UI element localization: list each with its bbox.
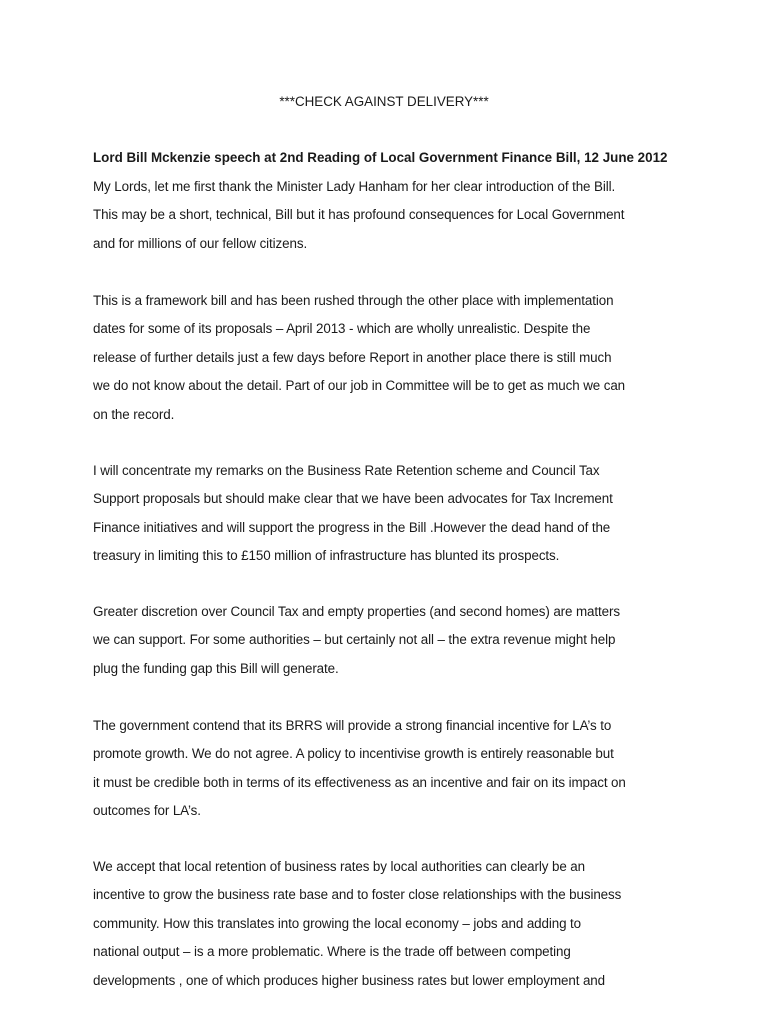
- paragraph-line: This may be a short, technical, Bill but it has profound consequences for Local Government: [93, 207, 625, 223]
- paragraph-line: dates for some of its proposals – April 2013 - which are wholly unrealistic. Despite the: [93, 321, 591, 337]
- speech-heading: Lord Bill Mckenzie speech at 2nd Reading of Local Government Finance Bill, 12 June 2012: [93, 150, 668, 165]
- paragraph-line: promote growth. We do not agree. A policy to incentivise growth is entirely reasonable but: [93, 746, 614, 762]
- paragraph-line: we do not know about the detail. Part of our job in Committee will be to get as much we can: [93, 378, 626, 394]
- paragraph-line: on the record.: [93, 406, 175, 422]
- paragraph-4: [93, 598, 693, 683]
- paragraph-line: I will concentrate my remarks on the Business Rate Retention scheme and Council Tax: [93, 463, 600, 478]
- paragraph-3: [93, 457, 693, 571]
- paragraph-1: [93, 173, 693, 258]
- paragraph-line: incentive to grow the business rate base and to foster close relationships with the business: [93, 887, 622, 903]
- paragraph-line: Support proposals but should make clear that we have been advocates for Tax Increment: [93, 491, 613, 507]
- paragraph-2: [93, 287, 693, 429]
- paragraph-line: My Lords, let me first thank the Minister Lady Hanham for her clear introduction of the Bill.: [93, 179, 616, 194]
- paragraph-line: national output – is a more problematic. Where is the trade off between competing: [93, 944, 571, 960]
- paragraph-5: [93, 712, 693, 826]
- paragraph-line: Greater discretion over Council Tax and empty properties (and second homes) are matters: [93, 604, 620, 619]
- paragraph-line: This is a framework bill and has been rushed through the other place with implementation: [93, 293, 614, 308]
- paragraph-line: plug the funding gap this Bill will generate.: [93, 660, 339, 676]
- paragraph-line: release of further details just a few days before Report in another place there is still much: [93, 349, 612, 365]
- paragraph-line: developments , one of which produces higher business rates but lower employment and: [93, 972, 606, 988]
- paragraph-line: outcomes for LA’s.: [93, 803, 201, 819]
- paragraph-line: and for millions of our fellow citizens.: [93, 235, 308, 251]
- paragraph-line: Finance initiatives and will support the progress in the Bill .However the dead hand of the: [93, 519, 611, 535]
- paragraph-line: community. How this translates into growing the local economy – jobs and adding to: [93, 915, 582, 931]
- paragraph-line: treasury in limiting this to £150 million of infrastructure has blunted its prospects.: [93, 548, 560, 564]
- paragraph-line: We accept that local retention of business rates by local authorities can clearly be an: [93, 859, 585, 874]
- paragraph-line: we can support. For some authorities – but certainly not all – the extra revenue might help: [93, 632, 616, 648]
- paragraph-6: [93, 853, 693, 995]
- paragraph-line: it must be credible both in terms of its effectiveness as an incentive and fair on its impact on: [93, 774, 626, 790]
- check-against-delivery-banner: ***CHECK AGAINST DELIVERY***: [279, 94, 489, 109]
- paragraph-line: The government contend that its BRRS will provide a strong financial incentive for LA’s to: [93, 718, 612, 733]
